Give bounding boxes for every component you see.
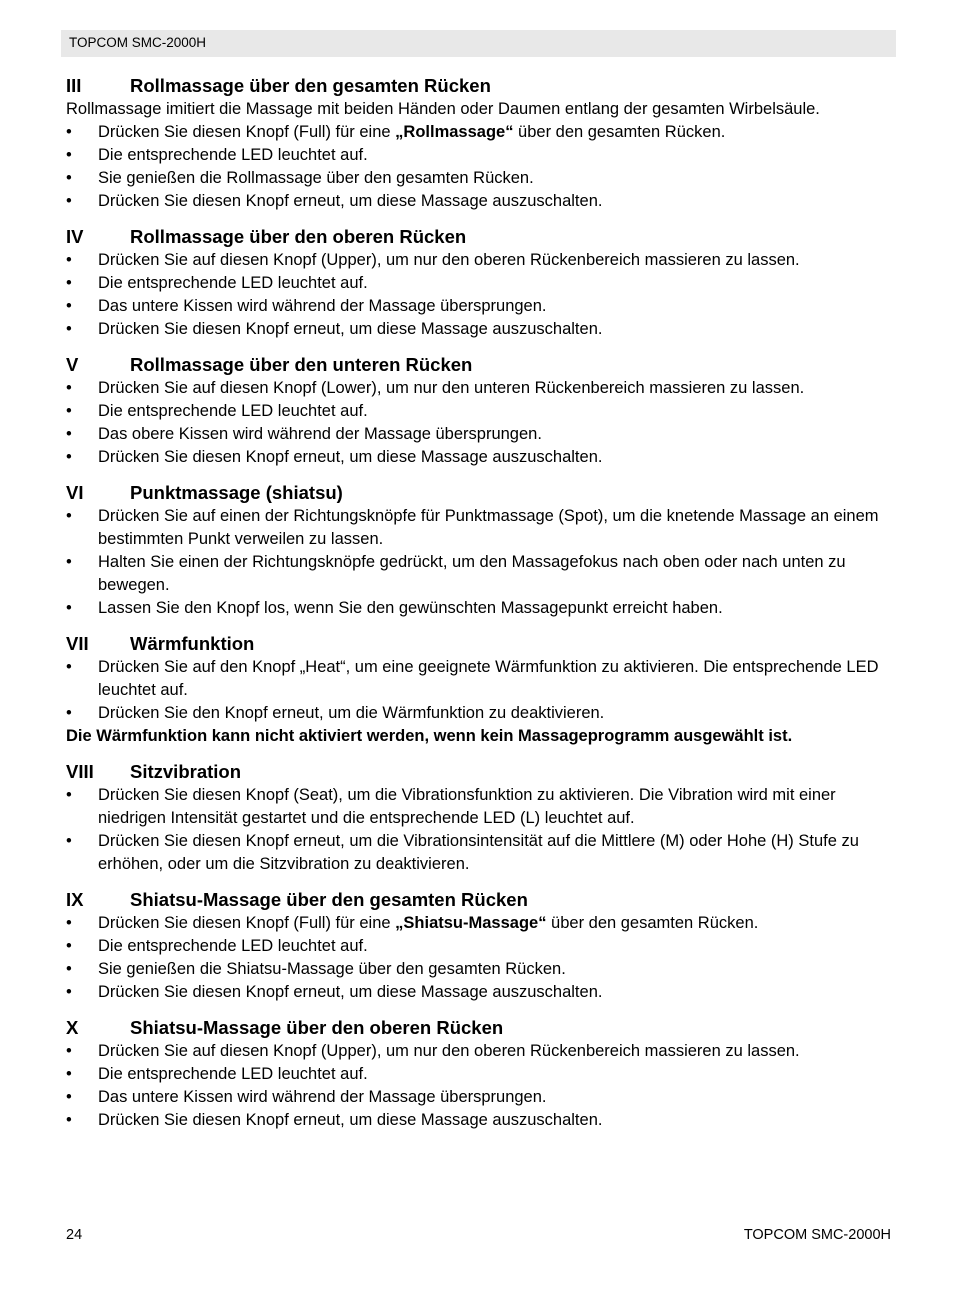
list-item	[66, 1040, 896, 1063]
list-item	[66, 597, 896, 620]
bullet-marker: •	[66, 658, 72, 676]
bullet-marker: •	[66, 1088, 72, 1106]
item-text: Drücken Sie diesen Knopf (Full) für eine	[98, 914, 396, 932]
list-item	[66, 935, 896, 958]
item-text: Sie genießen die Rollmassage über den gesamten Rücken.	[98, 169, 534, 187]
bullet-marker: •	[66, 192, 72, 210]
bullet-marker: •	[66, 1111, 72, 1129]
bullet-marker: •	[66, 251, 72, 269]
section-number: V	[66, 354, 79, 375]
section-title: Punktmassage (shiatsu)	[130, 482, 343, 503]
bullet-marker: •	[66, 704, 72, 722]
item-text: Drücken Sie auf diesen Knopf (Lower), um nur den unteren Rückenbereich massieren zu lassen.	[98, 379, 805, 397]
item-text: Die entsprechende LED leuchtet auf.	[98, 274, 368, 292]
bullet-marker: •	[66, 507, 72, 525]
bullet-marker: •	[66, 123, 72, 141]
section-rollmassage-oben	[66, 225, 896, 341]
item-text: über den gesamten Rücken.	[513, 123, 726, 141]
item-text: Drücken Sie diesen Knopf (Full) für eine	[98, 123, 396, 141]
list-item	[66, 295, 896, 318]
list-item	[66, 784, 896, 830]
section-title: Shiatsu-Massage über den oberen Rücken	[130, 1017, 504, 1038]
page-number: 24	[66, 1227, 83, 1243]
item-text: Die entsprechende LED leuchtet auf.	[98, 402, 368, 420]
bullet-marker: •	[66, 169, 72, 187]
bullet-marker: •	[66, 425, 72, 443]
bullet-list	[66, 377, 896, 469]
item-text: Drücken Sie auf diesen Knopf (Upper), um nur den oberen Rückenbereich massieren zu lassen.	[98, 251, 800, 269]
section-heading	[66, 1016, 896, 1040]
section-number: X	[66, 1017, 79, 1038]
list-item	[66, 505, 896, 551]
section-intro: Rollmassage imitiert die Massage mit beiden Händen oder Daumen entlang der gesamten Wirbelsäule.	[66, 100, 820, 118]
section-heading	[66, 225, 896, 249]
section-number: IV	[66, 226, 84, 247]
list-item	[66, 272, 896, 295]
section-heading	[66, 481, 896, 505]
item-text: Drücken Sie diesen Knopf erneut, um die Vibrationsintensität auf die Mittlere (M) oder Hohe (H) Stufe zu erhöhen, oder um die Sitzvibration zu deaktivieren.	[98, 832, 859, 873]
bullet-marker: •	[66, 297, 72, 315]
bullet-list	[66, 249, 896, 341]
section-shiatsu-oben	[66, 1016, 896, 1132]
manual-content	[66, 74, 896, 1144]
bullet-marker: •	[66, 960, 72, 978]
section-sitzvibration	[66, 760, 896, 876]
item-text: Die entsprechende LED leuchtet auf.	[98, 1065, 368, 1083]
item-text: Drücken Sie diesen Knopf erneut, um diese Massage auszuschalten.	[98, 192, 603, 210]
section-rollmassage-gesamt	[66, 74, 896, 213]
item-text: Lassen Sie den Knopf los, wenn Sie den gewünschten Massagepunkt erreicht haben.	[98, 599, 723, 617]
bullet-marker: •	[66, 448, 72, 466]
section-heading	[66, 888, 896, 912]
bullet-marker: •	[66, 786, 72, 804]
section-number: III	[66, 75, 82, 96]
section-punktmassage	[66, 481, 896, 620]
list-item	[66, 981, 896, 1004]
bullet-marker: •	[66, 832, 72, 850]
list-item	[66, 121, 896, 144]
list-item	[66, 400, 896, 423]
bullet-marker: •	[66, 274, 72, 292]
header-title: TOPCOM SMC-2000H	[69, 35, 207, 50]
bullet-marker: •	[66, 553, 72, 571]
item-text: Drücken Sie auf einen der Richtungsknöpfe für Punktmassage (Spot), um die knetende Massage an einem bestimmten Punkt verweilen zu lassen.	[98, 507, 879, 548]
bullet-marker: •	[66, 1042, 72, 1060]
item-text: Die entsprechende LED leuchtet auf.	[98, 146, 368, 164]
item-emphasis: „Shiatsu-Massage“	[395, 914, 547, 932]
section-title: Wärmfunktion	[130, 633, 255, 654]
list-item	[66, 423, 896, 446]
item-text: Die entsprechende LED leuchtet auf.	[98, 937, 368, 955]
list-item	[66, 446, 896, 469]
list-item	[66, 377, 896, 400]
section-title: Shiatsu-Massage über den gesamten Rücken	[130, 889, 528, 910]
item-text: Drücken Sie auf diesen Knopf (Upper), um nur den oberen Rückenbereich massieren zu lassen.	[98, 1042, 800, 1060]
list-item	[66, 144, 896, 167]
section-title: Rollmassage über den unteren Rücken	[130, 354, 473, 375]
list-item	[66, 958, 896, 981]
list-item	[66, 1109, 896, 1132]
item-text: Sie genießen die Shiatsu-Massage über den gesamten Rücken.	[98, 960, 566, 978]
section-title: Rollmassage über den gesamten Rücken	[130, 75, 491, 96]
list-item	[66, 656, 896, 702]
item-text: Drücken Sie diesen Knopf (Seat), um die Vibrationsfunktion zu aktivieren. Die Vibration wird mit einer niedrigen Intensität gestartet und die entsprechende LED (L) leuchtet auf.	[98, 786, 836, 827]
list-item	[66, 190, 896, 213]
list-item	[66, 1086, 896, 1109]
item-text: Das untere Kissen wird während der Massage übersprungen.	[98, 1088, 547, 1106]
item-text: Drücken Sie diesen Knopf erneut, um diese Massage auszuschalten.	[98, 320, 603, 338]
bullet-marker: •	[66, 914, 72, 932]
bullet-marker: •	[66, 402, 72, 420]
item-text: Drücken Sie diesen Knopf erneut, um diese Massage auszuschalten.	[98, 983, 603, 1001]
section-heading	[66, 74, 896, 98]
bullet-marker: •	[66, 983, 72, 1001]
list-item	[66, 830, 896, 876]
item-text: Das obere Kissen wird während der Massage übersprungen.	[98, 425, 542, 443]
list-item	[66, 249, 896, 272]
section-rollmassage-unten	[66, 353, 896, 469]
footer-product: TOPCOM SMC-2000H	[743, 1227, 891, 1243]
item-text: Drücken Sie diesen Knopf erneut, um diese Massage auszuschalten.	[98, 1111, 603, 1129]
section-title: Sitzvibration	[130, 761, 242, 782]
bullet-marker: •	[66, 320, 72, 338]
list-item	[66, 551, 896, 597]
item-text: Halten Sie einen der Richtungsknöpfe gedrückt, um den Massagefokus nach oben oder nach unten zu bewegen.	[98, 553, 846, 594]
list-item	[66, 912, 896, 935]
section-waermfunktion	[66, 632, 896, 748]
bullet-list	[66, 784, 896, 876]
bullet-marker: •	[66, 146, 72, 164]
bullet-marker: •	[66, 937, 72, 955]
item-text: Das untere Kissen wird während der Massage übersprungen.	[98, 297, 547, 315]
item-text: Drücken Sie diesen Knopf erneut, um diese Massage auszuschalten.	[98, 448, 603, 466]
section-heading	[66, 632, 896, 656]
section-shiatsu-gesamt	[66, 888, 896, 1004]
list-item	[66, 702, 896, 725]
bullet-marker: •	[66, 1065, 72, 1083]
section-number: VI	[66, 482, 84, 503]
item-text: Drücken Sie den Knopf erneut, um die Wärmfunktion zu deaktivieren.	[98, 704, 605, 722]
item-text: über den gesamten Rücken.	[546, 914, 759, 932]
bullet-list	[66, 912, 896, 1004]
bullet-list	[66, 1040, 896, 1132]
section-title: Rollmassage über den oberen Rücken	[130, 226, 467, 247]
bullet-marker: •	[66, 379, 72, 397]
list-item	[66, 318, 896, 341]
section-number: IX	[66, 889, 84, 910]
bullet-list	[66, 656, 896, 725]
section-heading	[66, 353, 896, 377]
bullet-list	[66, 505, 896, 620]
list-item	[66, 1063, 896, 1086]
item-emphasis: „Rollmassage“	[395, 123, 514, 141]
list-item	[66, 167, 896, 190]
page-header	[61, 30, 896, 57]
bullet-list	[66, 121, 896, 213]
section-number: VIII	[66, 761, 94, 782]
section-heading	[66, 760, 896, 784]
warning-note: Die Wärmfunktion kann nicht aktiviert werden, wenn kein Massageprogramm ausgewählt ist.	[66, 727, 793, 745]
section-number: VII	[66, 633, 89, 654]
bullet-marker: •	[66, 599, 72, 617]
item-text: Drücken Sie auf den Knopf „Heat“, um eine geeignete Wärmfunktion zu aktivieren. Die entsprechende LED leuchtet auf.	[98, 658, 879, 699]
